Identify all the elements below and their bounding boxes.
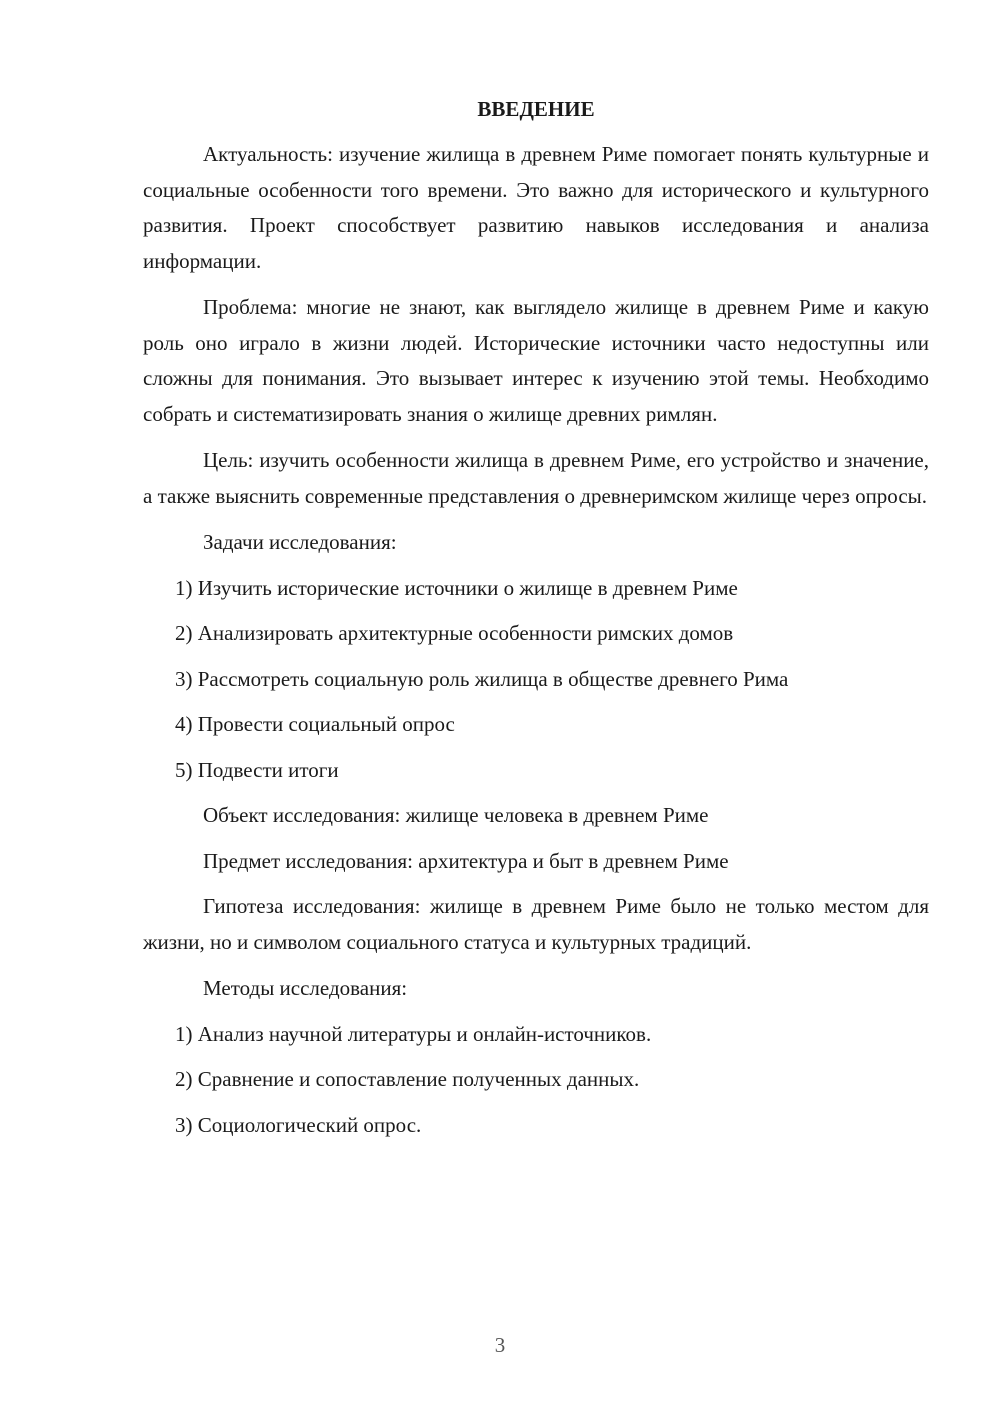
paragraph-hypothesis: Гипотеза исследования: жилище в древнем Риме было не только местом для жизни, но и символом социального статуса и культурных традиций. xyxy=(143,894,929,954)
list-item: 3) Социологический опрос. xyxy=(175,1112,422,1137)
list-item: 1) Изучить исторические источники о жилище в древнем Риме xyxy=(175,575,738,600)
tasks-list xyxy=(143,571,929,789)
document-page xyxy=(143,92,929,1153)
tasks-heading: Задачи исследования: xyxy=(203,530,397,554)
paragraph-relevance: Актуальность: изучение жилища в древнем Риме помогает понять культурные и социальные особенности того времени. Это важно для исторического и культурного развития. Проект способствует развитию навыков исследования и анализа информации. xyxy=(143,142,929,273)
methods-list xyxy=(143,1017,929,1144)
list-item: 1) Анализ научной литературы и онлайн-источников. xyxy=(175,1021,652,1046)
list-item: 2) Анализировать архитектурные особенности римских домов xyxy=(175,621,734,645)
list-item: 4) Провести социальный опрос xyxy=(175,712,455,736)
list-item: 5) Подвести итоги xyxy=(175,757,339,782)
paragraph-problem: Проблема: многие не знают, как выглядело жилище в древнем Риме и какую роль оно играло в жизни людей. Исторические источники часто недоступны или сложны для понимания. Это вызывает интерес к изучению этой темы. Необходимо собрать и систематизировать знания о жилище древних римлян. xyxy=(143,295,929,426)
research-object: Объект исследования: жилище человека в древнем Риме xyxy=(203,803,709,827)
methods-heading: Методы исследования: xyxy=(203,976,408,1000)
research-subject: Предмет исследования: архитектура и быт в древнем Риме xyxy=(203,848,729,873)
page-title: ВВЕДЕНИЕ xyxy=(477,97,595,121)
paragraph-goal: Цель: изучить особенности жилища в древнем Риме, его устройство и значение, а также выяснить современные представления о древнеримском жилище через опросы. xyxy=(143,448,929,508)
page-number: 3 xyxy=(494,1333,506,1357)
list-item: 3) Рассмотреть социальную роль жилища в обществе древнего Рима xyxy=(175,666,789,691)
list-item: 2) Сравнение и сопоставление полученных данных. xyxy=(175,1067,640,1091)
